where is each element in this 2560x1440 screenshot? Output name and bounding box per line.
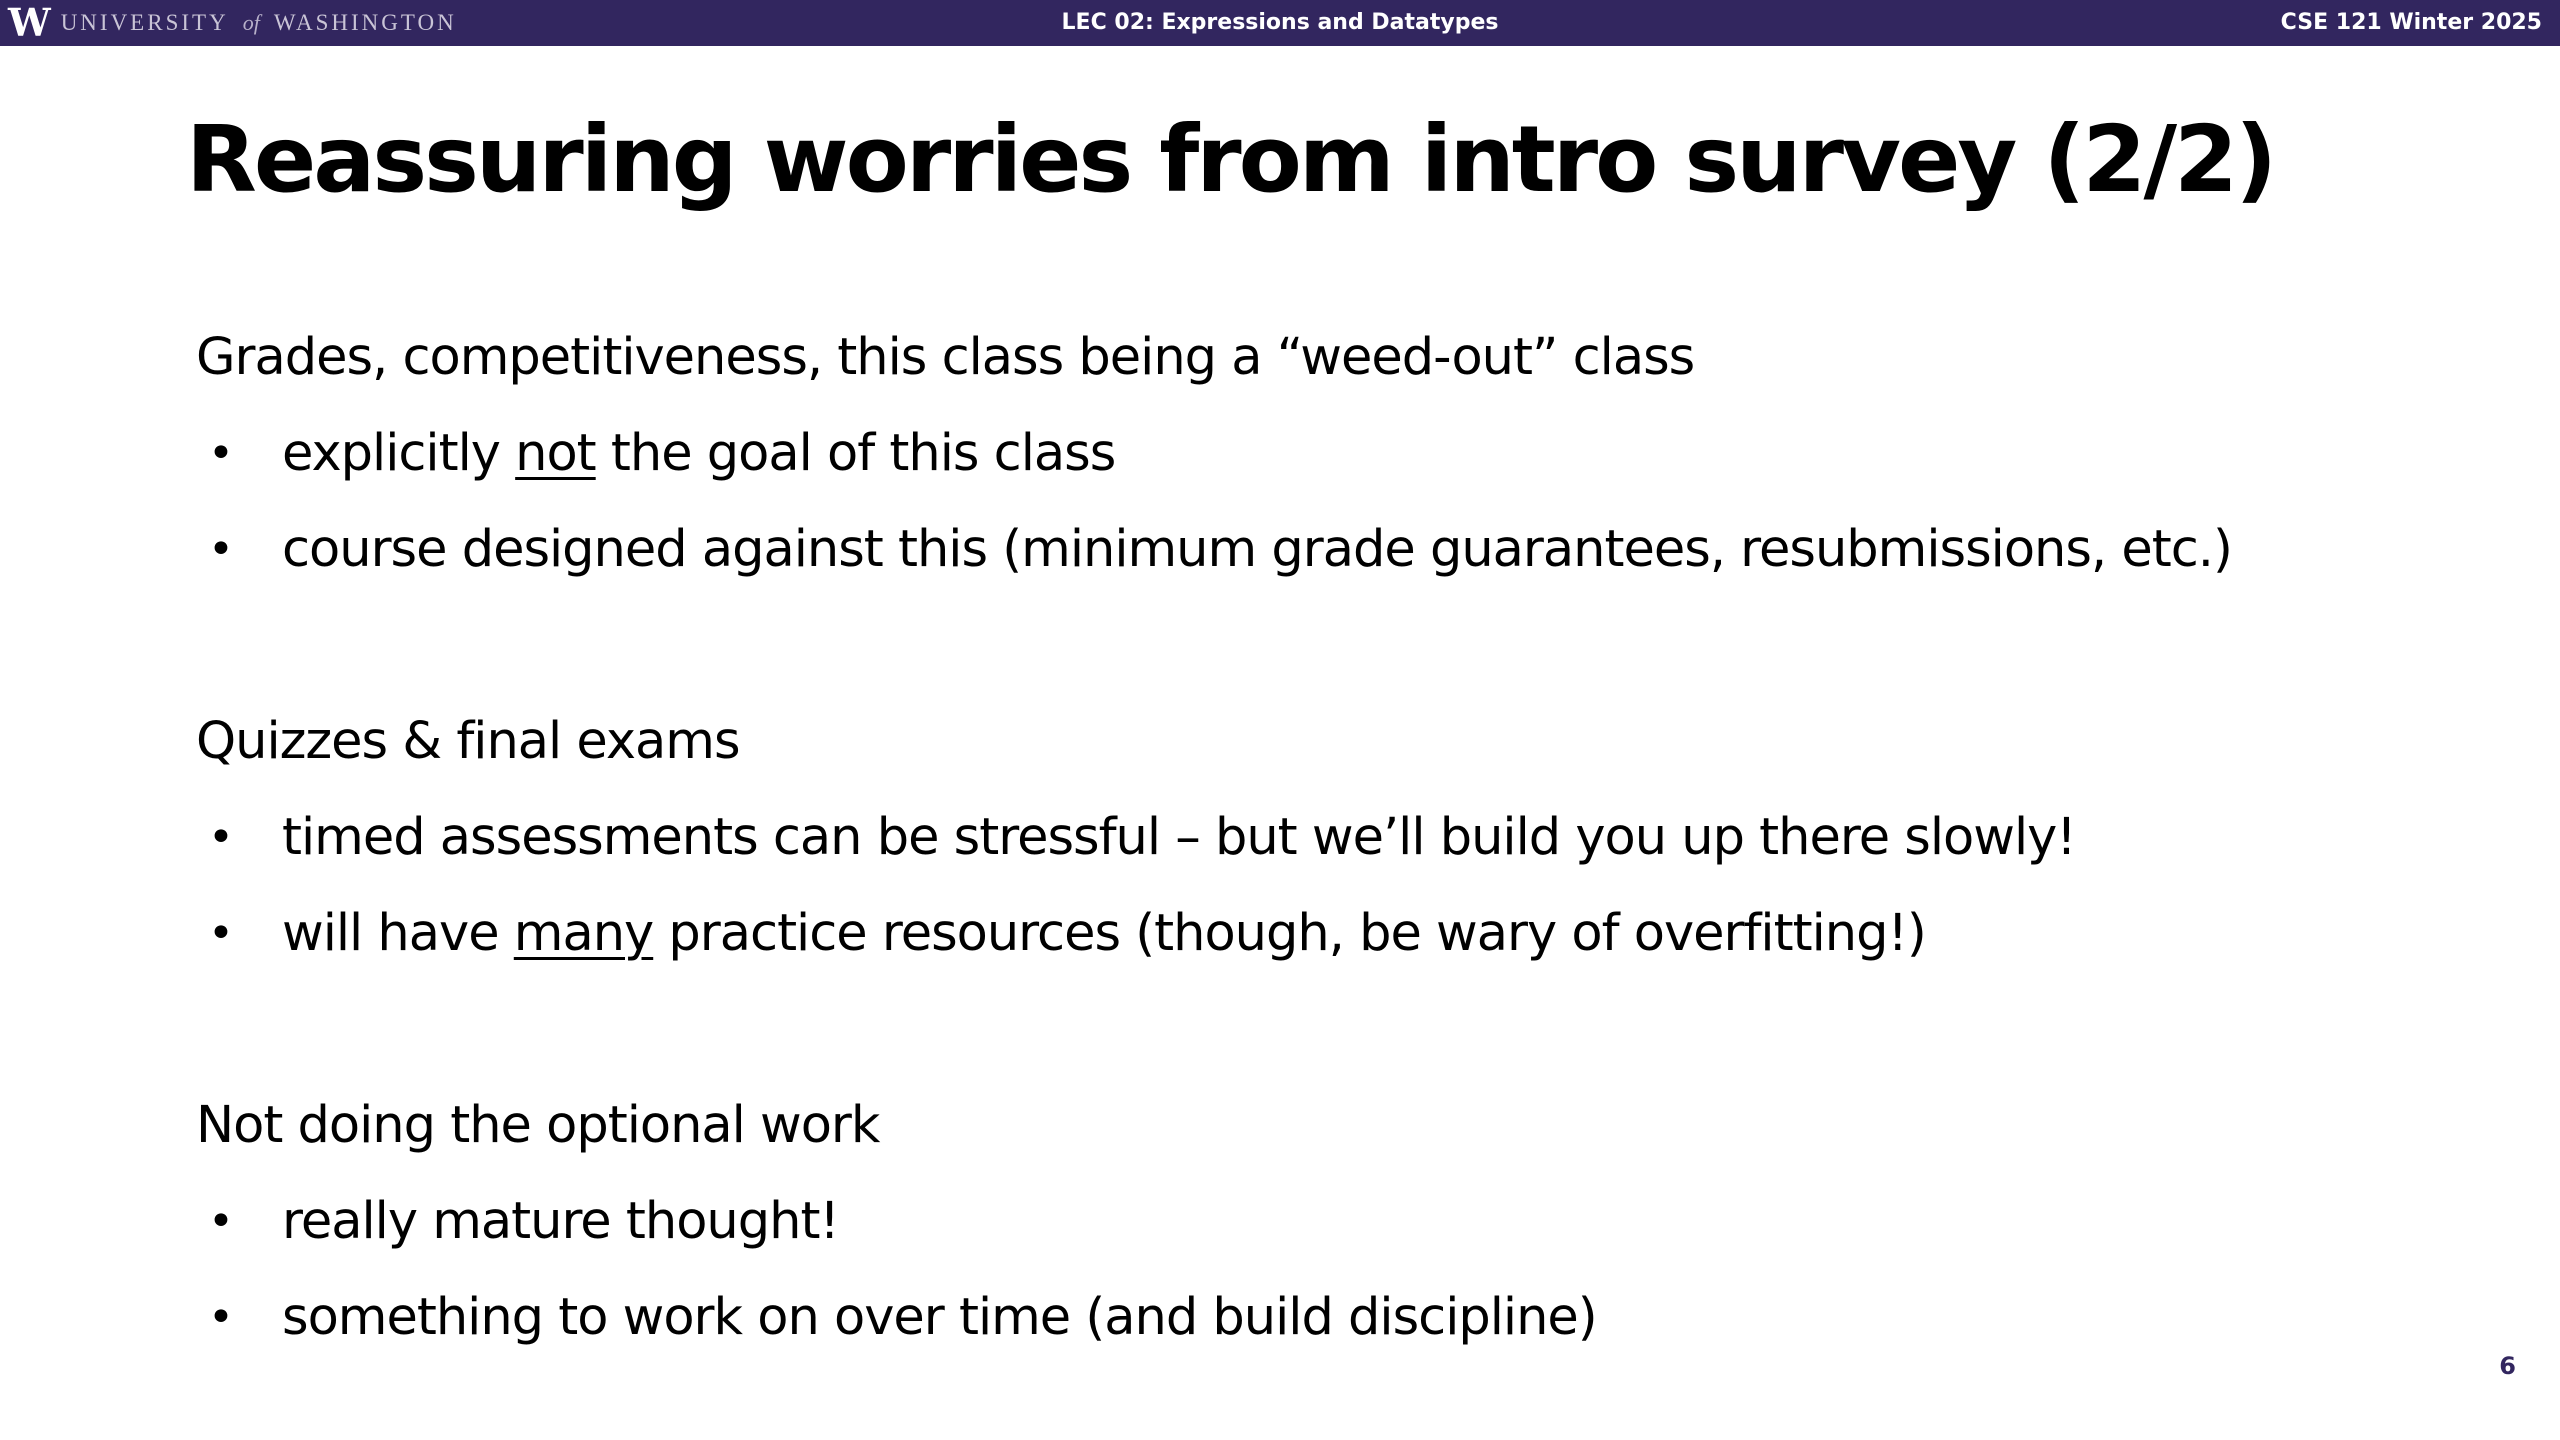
bullet-icon: • <box>208 908 233 959</box>
bullet-item <box>196 1174 2436 1270</box>
bullet-text-after: the goal of this class <box>595 424 1116 483</box>
section-grades <box>196 310 2436 598</box>
university-of: of <box>242 10 260 35</box>
bullet-item <box>196 886 2436 982</box>
university-word: UNIVERSITY <box>60 10 229 35</box>
washington-word: WASHINGTON <box>273 10 457 35</box>
section-heading: Quizzes & final exams <box>196 712 740 771</box>
uw-w-icon: W <box>8 0 49 45</box>
bullet-text: will have <box>282 904 514 963</box>
course-label: CSE 121 Winter 2025 <box>2280 10 2542 35</box>
bullet-item <box>196 1270 2436 1366</box>
bullet-icon: • <box>208 524 233 575</box>
bullet-list <box>196 790 2436 982</box>
bullet-text: something to work on over time (and build discipline) <box>282 1288 1597 1347</box>
header-bar <box>0 0 2560 46</box>
lecture-title: LEC 02: Expressions and Datatypes <box>1061 10 1499 35</box>
section-quizzes <box>196 694 2436 982</box>
bullet-item <box>196 406 2436 502</box>
bullet-text: really mature thought! <box>282 1192 839 1251</box>
university-wordmark <box>61 10 457 36</box>
bullet-text: timed assessments can be stressful – but we’ll build you up there slowly! <box>282 808 2076 867</box>
bullet-icon: • <box>208 1292 233 1343</box>
uw-logo <box>8 0 457 46</box>
section-optional-work <box>196 1078 2436 1366</box>
bullet-list <box>196 406 2436 598</box>
slide-title: Reassuring worries from intro survey (2/2) <box>186 106 2275 213</box>
bullet-list <box>196 1174 2436 1366</box>
bullet-emphasis: not <box>515 424 596 483</box>
bullet-item <box>196 502 2436 598</box>
bullet-text-after: practice resources (though, be wary of overfitting!) <box>653 904 1926 963</box>
bullet-icon: • <box>208 1196 233 1247</box>
page-number: 6 <box>2499 1352 2516 1380</box>
bullet-icon: • <box>208 812 233 863</box>
bullet-icon: • <box>208 428 233 479</box>
section-heading: Not doing the optional work <box>196 1096 880 1155</box>
bullet-text: course designed against this (minimum grade guarantees, resubmissions, etc.) <box>282 520 2232 579</box>
bullet-text: explicitly <box>282 424 516 483</box>
section-heading: Grades, competitiveness, this class being a “weed-out” class <box>196 328 1695 387</box>
bullet-item <box>196 790 2436 886</box>
bullet-emphasis: many <box>513 904 654 963</box>
